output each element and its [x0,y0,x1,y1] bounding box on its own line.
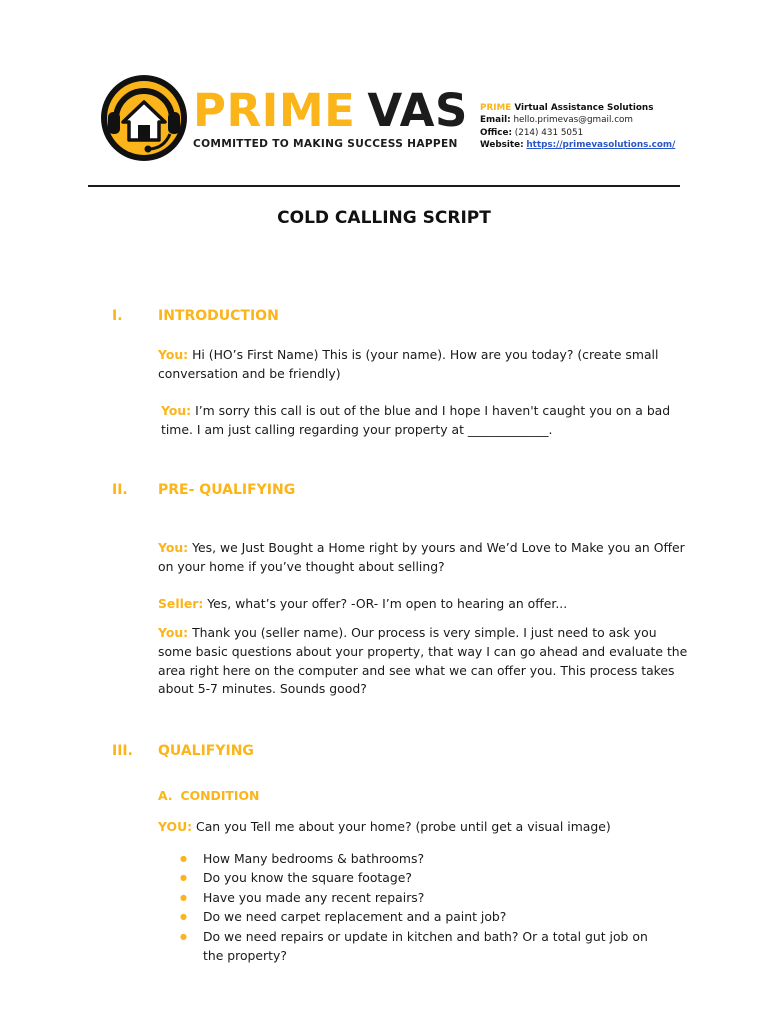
paragraph-text: Hi (HO’s First Name) This is (your name). How are you today? (create small conversation and be friendly) [158,347,659,381]
question-list [180,849,650,965]
contact-block [480,102,675,152]
speaker-label: You: [158,347,189,362]
website-line [480,139,675,151]
company-name-accent: PRIME [480,103,512,113]
house-headset-logo-icon [100,72,188,164]
section-number: III. [112,743,133,759]
paragraph-text: Thank you (seller name). Our process is very simple. I just need to ask you some basic questions about your property, that way I can go ahead and evaluate the area right here on the computer and see what we can offer you. This process takes about 5-7 minutes. Sounds good? [158,625,688,697]
speaker-label: You: [158,625,189,640]
office-label: Office: [480,127,512,138]
list-item: ● How Many bedrooms & bathrooms? [180,849,650,868]
company-name-rest: Virtual Assistance Solutions [514,103,654,113]
logo-name-primary: PRIME [193,84,356,137]
paragraph-text: Yes, we Just Bought a Home right by yours and We’d Love to Make you an Offer on your home if you’ve thought about selling? [158,540,685,574]
subsection-letter: A. [158,788,173,803]
company-name [480,102,675,114]
section-number: II. [112,482,128,498]
section-title-pre-qualifying: PRE- QUALIFYING [158,482,296,498]
speaker-label: YOU: [158,819,193,834]
paragraph [158,539,688,577]
paragraph [158,595,688,614]
paragraph [158,818,688,837]
speaker-label: You: [161,403,192,418]
document-title: COLD CALLING SCRIPT [277,208,491,228]
header-divider [88,185,680,187]
office-value: (214) 431 5051 [514,127,584,138]
speaker-label: You: [158,540,189,555]
email-value: hello.primevas@gmail.com [513,115,633,126]
paragraph [158,624,688,699]
section-title-qualifying: QUALIFYING [158,743,254,759]
list-item: ● Do we need carpet replacement and a paint job? [180,907,650,926]
logo-tagline: COMMITTED TO MAKING SUCCESS HAPPEN [193,138,458,150]
paragraph-text: Yes, what’s your offer? -OR- I’m open to hearing an offer... [207,596,568,611]
paragraph-text: Can you Tell me about your home? (probe until get a visual image) [196,819,611,834]
paragraph [158,346,688,384]
website-link[interactable]: https://primevasolutions.com/ [526,140,676,151]
office-line [480,127,675,139]
logo-name-secondary: VAS [367,84,468,137]
paragraph [161,402,691,440]
subsection-heading [158,787,259,806]
subsection-title: CONDITION [180,788,260,803]
website-label: Website: [480,140,524,151]
email-label: Email: [480,115,511,126]
logo-wordmark [193,86,468,150]
list-item: ● Do you know the square footage? [180,868,650,887]
email-line [480,114,675,126]
paragraph-text: I’m sorry this call is out of the blue and I hope I haven't caught you on a bad time. I am just calling regarding your property at _____________. [161,403,671,437]
section-number: I. [112,308,123,324]
list-item: ● Do we need repairs or update in kitchen and bath? Or a total gut job on the property? [180,927,650,966]
list-item: ● Have you made any recent repairs? [180,888,650,907]
logo-name [193,86,468,136]
speaker-label: Seller: [158,596,204,611]
section-title-introduction: INTRODUCTION [158,308,279,324]
